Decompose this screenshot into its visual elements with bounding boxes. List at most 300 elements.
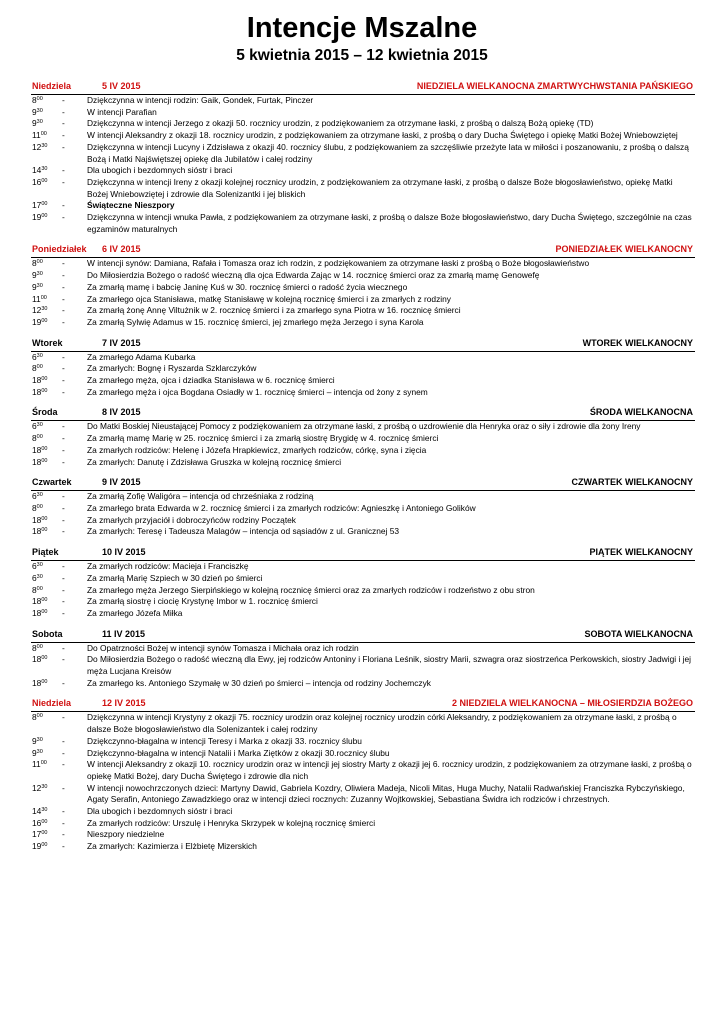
mass-time-minutes: 00 [36, 96, 43, 102]
mass-time-hour: 18 [32, 444, 42, 455]
mass-time [31, 643, 62, 655]
mass-time-hour: 11 [32, 759, 41, 770]
mass-time-hour: 14 [32, 165, 42, 176]
mass-time-hour: 6 [32, 572, 37, 583]
mass-time [31, 515, 62, 527]
intention-text: Dziękczynna w intencji rodzin: Gaik, Gondek, Furtak, Pinczer [87, 95, 314, 105]
separator-dash: - [62, 502, 65, 513]
day-section [31, 546, 695, 620]
day-date: 5 IV 2015 [102, 81, 141, 91]
separator-dash: - [62, 735, 65, 746]
mass-time [31, 678, 62, 690]
mass-time-hour: 19 [32, 212, 42, 223]
mass-time-minutes: 30 [36, 492, 43, 499]
intention-text: Dziękczynno-błagalna w intencji Teresy i Marka z okazji 33. rocznicy ślubu [87, 735, 362, 746]
separator-dash: - [62, 607, 65, 618]
mass-time [31, 282, 62, 294]
separator-dash: - [62, 491, 65, 502]
separator-dash: - [62, 433, 65, 444]
intention-text: W intencji Aleksandry z okazji 10. rocznicy urodzin oraz w intencji jej siostry Marty z okazji jej 6. rocznicy urodzin, z podziękowaniem za otrzymane łaski, z prośbą o opiekę Matki Bożej, dary Ducha Świętego i zdrowie dla nich [87, 759, 692, 781]
mass-time-minutes: 00 [41, 317, 48, 324]
mass-time-hour: 8 [32, 95, 37, 105]
intention-text: Za zmarłych: Teresę i Tadeusza Malagów – intencja od sąsiadów z ul. Granicznej 53 [87, 526, 400, 537]
intention-entry [31, 387, 695, 399]
intention-entry [31, 596, 695, 608]
intention-entry [31, 526, 695, 538]
mass-time-minutes: 00 [41, 597, 48, 604]
mass-time-hour: 6 [32, 491, 37, 502]
mass-time-minutes: 00 [41, 387, 48, 394]
intention-entry [31, 421, 695, 433]
intention-text: W intencji nowochrzczonych dzieci: Martyny Dawid, Gabriela Kozdry, Oliwiera Madeja, Nicoli Mitas, Huga Muchy, Natalii Radwańskiej Franciszka Rybczyńskiego, Agaty Serafin, Antoniego Zawadzkiego oraz w intencji dzieci rocznych: Zuzanny Wojtkowskiej, Sebastiana Świdra ich rodziców i chrzestnych. [87, 782, 685, 805]
separator-dash: - [62, 118, 65, 129]
intention-text: Do Miłosierdzia Bożego o radość wieczną dla Ewy, jej rodziców Antoniny i Floriana Leśnik, siostry Marii, szwagra oraz siostrzeńca Perkowskich, siostry Jadwigi i jej męża Lucjana Kreisów [87, 654, 692, 677]
page-title: Intencje Mszalne [246, 12, 478, 44]
separator-dash: - [62, 456, 65, 467]
intention-text: Dla ubogich i bezdomnych sióstr i braci [87, 806, 233, 817]
day-name: Niedziela [32, 81, 72, 91]
mass-time-hour: 6 [32, 421, 37, 432]
day-section [31, 243, 695, 328]
day-section [31, 80, 695, 235]
mass-time [31, 305, 62, 317]
intention-text: Dziękczynna w intencji Krystyny z okazji 75. rocznicy urodzin oraz kolejnej rocznicy urodzin córki Aleksandry, z podziękowaniem za otrzymane łaski, z prośbą o dalsze Boże błogosławieństwo dla Solenizantek i całej rodziny [87, 712, 677, 735]
mass-time-minutes: 00 [40, 131, 47, 138]
mass-time [31, 561, 62, 573]
mass-time-minutes: 00 [41, 177, 48, 184]
day-name: Środa [32, 407, 58, 418]
mass-time-hour: 8 [32, 712, 37, 723]
mass-time [31, 736, 62, 748]
mass-time [31, 503, 62, 515]
mass-time-hour: 8 [32, 433, 37, 444]
intention-entry [31, 748, 695, 760]
intention-entry [31, 433, 695, 445]
separator-dash: - [62, 561, 65, 572]
mass-time-minutes: 30 [41, 142, 48, 149]
mass-time [31, 200, 62, 212]
day-name: Piątek [32, 547, 59, 558]
intention-text: Dziękczynno-błagalna w intencji Natalii i Marka Ziętków z okazji 30.rocznicy ślubu [87, 747, 390, 758]
intention-text: Nieszpory niedzielne [87, 829, 165, 840]
intention-entry [31, 305, 695, 317]
mass-time-hour: 18 [32, 375, 42, 386]
mass-time-hour: 18 [32, 526, 42, 537]
separator-dash: - [62, 817, 65, 828]
intention-entry [31, 118, 695, 130]
mass-time-minutes: 00 [41, 445, 48, 452]
intention-text: Dziękczynna w intencji Ireny z okazji kolejnej rocznicy urodzin, z podziękowaniem za otrzymane łaski, z prośbą o dalsze Boże błogosławieństwo, opiekę Matki Bożej Wniebowziętej i zdrowie dla Solenizantki i jej bliskich [87, 176, 673, 199]
separator-dash: - [62, 642, 65, 653]
mass-time-minutes: 00 [41, 457, 48, 464]
separator-dash: - [62, 95, 65, 105]
day-feast: PIĄTEK WIELKANOCNY [589, 547, 693, 558]
mass-time-minutes: 00 [36, 503, 43, 510]
intention-text: Za zmarłego ks. Antoniego Szymałę w 30 dzień po śmierci – intencja od rodziny Jochemczyk [87, 677, 431, 688]
intention-entry [31, 95, 695, 107]
separator-dash: - [62, 281, 65, 292]
intention-text: Dziękczynna w intencji Lucyny i Zdzisława z okazji 40. rocznicy ślubu, z podziękowaniem za szczęśliwie przeżyte lata w miłości i poszanowaniu, z prośbą o dalszą Bożą i Matki Najświętszej opiekę dla Jubilatów i całej rodziny [87, 141, 689, 164]
mass-time [31, 608, 62, 620]
mass-time-minutes: 30 [36, 422, 43, 429]
intention-entry [31, 445, 695, 457]
intention-entry [31, 818, 695, 830]
mass-time [31, 457, 62, 469]
intention-text: W intencji Aleksandry z okazji 18. rocznicy urodzin, z podziękowaniem za otrzymane łaski, z prośbą o dary Ducha Świętego i opiekę Matki Bożej Wniebowziętej [87, 130, 678, 141]
mass-time-minutes: 00 [36, 364, 43, 371]
day-header [31, 80, 695, 95]
day-feast: PONIEDZIAŁEK WIELKANOCNY [555, 244, 693, 255]
mass-time-minutes: 30 [36, 562, 43, 569]
separator-dash: - [62, 514, 65, 525]
day-feast: CZWARTEK WIELKANOCNY [571, 477, 693, 488]
mass-time-minutes: 30 [36, 736, 43, 743]
intention-entry [31, 165, 695, 177]
mass-time-minutes: 00 [36, 585, 43, 592]
mass-time-minutes: 00 [41, 818, 48, 825]
separator-dash: - [62, 841, 65, 852]
intention-entry [31, 608, 695, 620]
mass-time [31, 130, 62, 142]
day-header [31, 476, 695, 491]
intention-entry [31, 375, 695, 387]
separator-dash: - [62, 584, 65, 595]
intention-text: Za zmarłą mamę Marię w 25. rocznicę śmierci i za zmarłą siostrę Brygidę w 4. rocznicę śmierci [87, 433, 439, 444]
mass-time-minutes: 30 [36, 119, 43, 126]
mass-time [31, 712, 62, 735]
intention-text: Za zmarłą mamę i babcię Janinę Kuś w 30. rocznicę śmierci o radość życia wiecznego [87, 281, 408, 292]
mass-time [31, 818, 62, 830]
separator-dash: - [62, 165, 65, 176]
day-feast: SOBOTA WIELKANOCNA [584, 628, 693, 639]
mass-time-hour: 9 [32, 118, 37, 129]
intention-entry [31, 841, 695, 853]
separator-dash: - [62, 712, 65, 723]
intention-text: Za zmarłą Zofię Waligóra – intencja od chrześniaka z rodziną [87, 491, 314, 502]
mass-time [31, 596, 62, 608]
intention-text: W intencji Parafian [87, 106, 157, 117]
mass-time-hour: 18 [32, 677, 42, 688]
mass-time-hour: 8 [32, 584, 37, 595]
separator-dash: - [62, 386, 65, 397]
mass-time [31, 829, 62, 841]
mass-time-hour: 8 [32, 502, 37, 513]
separator-dash: - [62, 759, 65, 770]
day-header [31, 697, 695, 712]
day-name: Niedziela [32, 698, 72, 709]
intention-text: Do Miłosierdzia Bożego o radość wieczną dla ojca Edwarda Zając w 14. rocznicę śmierci oraz za zmarłą mamę Genowefę [87, 270, 540, 281]
intention-entry [31, 363, 695, 375]
mass-time-hour: 6 [32, 561, 37, 572]
separator-dash: - [62, 829, 65, 840]
intention-text: Za zmarłego męża i ojca Bogdana Osiadły w 1. rocznicę śmierci – intencja od żony z synem [87, 386, 428, 397]
mass-time-minutes: 00 [41, 655, 48, 662]
day-feast: NIEDZIELA WIELKANOCNA ZMARTWYCHWSTANIA PAŃSKIEGO [416, 81, 693, 91]
intention-entry [31, 515, 695, 527]
day-section [31, 337, 695, 399]
mass-time-minutes: 00 [40, 760, 47, 767]
intention-text: Za zmarłego męża, ojca i dziadka Stanisława w 6. rocznicę śmierci [87, 375, 335, 386]
mass-time [31, 387, 62, 399]
day-header [31, 406, 695, 421]
mass-time [31, 317, 62, 329]
intention-entry [31, 142, 695, 165]
mass-time-minutes: 00 [41, 201, 48, 208]
day-section [31, 628, 695, 690]
separator-dash: - [62, 200, 65, 211]
intention-text: Za zmarłą żonę Annę Viltużnik w 2. rocznicę śmierci i za zmarłego syna Piotra w 16. rocznicę śmierci [87, 305, 461, 316]
intention-entry [31, 200, 695, 212]
day-feast: 2 NIEDZIELA WIELKANOCNA – MIŁOSIERDZIA BOŻEGO [451, 698, 693, 709]
mass-time [31, 748, 62, 760]
mass-time-minutes: 00 [41, 527, 48, 534]
mass-time [31, 585, 62, 597]
mass-time-minutes: 00 [40, 294, 47, 301]
separator-dash: - [62, 747, 65, 758]
mass-time-minutes: 30 [36, 352, 43, 359]
intention-text: Za zmarłych: Danutę i Zdzisława Gruszka w kolejną rocznicę śmierci [87, 456, 342, 467]
separator-dash: - [62, 654, 65, 665]
mass-time [31, 375, 62, 387]
intention-entry [31, 317, 695, 329]
intention-entry [31, 457, 695, 469]
mass-time-hour: 18 [32, 654, 42, 665]
day-section [31, 406, 695, 468]
separator-dash: - [62, 421, 65, 432]
intention-text: Za zmarłą Sylwię Adamus w 15. rocznicę śmierci, jej zmarłego męża Jerzego i syna Karola [87, 316, 424, 327]
mass-time [31, 491, 62, 503]
day-section [31, 476, 695, 538]
intention-entry [31, 806, 695, 818]
intention-text: Za zmarłą siostrę i ciocię Krystynę Imbor w 1. rocznicę śmierci [87, 596, 318, 607]
intention-entry [31, 352, 695, 364]
mass-time [31, 177, 62, 200]
mass-time-hour: 8 [32, 642, 37, 653]
mass-time-minutes: 30 [36, 282, 43, 289]
mass-time-hour: 12 [32, 782, 42, 793]
mass-time [31, 759, 62, 782]
mass-time-hour: 12 [32, 141, 42, 152]
intention-text: Dla ubogich i bezdomnych sióstr i braci [87, 165, 233, 176]
intention-entry [31, 107, 695, 119]
mass-time-minutes: 00 [41, 515, 48, 522]
intention-text: Za zmarłego brata Edwarda w 2. rocznicę śmierci i za zmarłych rodziców: Agnieszkę i Antoniego Golików [87, 502, 476, 513]
separator-dash: - [62, 375, 65, 386]
intention-text: Za zmarłego ojca Stanisława, matkę Stanisławę w kolejną rocznicę śmierci i za zmarłych z rodziny [87, 293, 451, 304]
mass-time-hour: 14 [32, 806, 42, 817]
day-name: Poniedziałek [32, 244, 87, 255]
mass-time [31, 841, 62, 853]
intention-text: Za zmarłego Adama Kubarka [87, 351, 196, 362]
separator-dash: - [62, 596, 65, 607]
day-name: Sobota [32, 628, 63, 639]
mass-time-minutes: 30 [36, 748, 43, 755]
mass-time-minutes: 00 [36, 434, 43, 441]
mass-time [31, 654, 62, 677]
day-header [31, 337, 695, 352]
day-date: 10 IV 2015 [102, 547, 146, 558]
intention-entry [31, 573, 695, 585]
day-header [31, 546, 695, 561]
intention-text: Dziękczynna w intencji wnuka Pawła, z podziękowaniem za otrzymane łaski, z prośbą o dalsze Boże błogosławieństwo, dary Ducha Świętego, szczególnie na czas egzaminów maturalnych [87, 212, 692, 234]
mass-time [31, 445, 62, 457]
mass-time-hour: 18 [32, 607, 42, 618]
intention-text: W intencji synów: Damiana, Rafała i Tomasza oraz ich rodzin, z podziękowaniem za otrzymane łaski z prośbą o Boże błogosławieństwo [87, 258, 590, 269]
day-date: 9 IV 2015 [102, 477, 141, 488]
separator-dash: - [62, 444, 65, 455]
intention-text: Za zmarłego Józefa Miłka [87, 607, 183, 618]
mass-time-hour: 17 [32, 200, 42, 211]
intention-text: Za zmarłego męża Jerzego Sierpińskiego w kolejną rocznicę śmierci oraz za zmarłych rodziców i rodzeństwo z obu stron [87, 584, 535, 595]
separator-dash: - [62, 141, 65, 152]
mass-time-minutes: 00 [36, 643, 43, 650]
day-date: 8 IV 2015 [102, 407, 141, 418]
mass-time [31, 142, 62, 165]
day-name: Wtorek [32, 337, 63, 348]
mass-time-hour: 11 [32, 293, 41, 304]
mass-time-hour: 9 [32, 747, 37, 758]
intention-text: Za zmarłych rodziców: Macieja i Franciszkę [87, 561, 249, 572]
day-date: 7 IV 2015 [102, 337, 141, 348]
mass-time-hour: 9 [32, 270, 37, 281]
separator-dash: - [62, 270, 65, 281]
mass-time-hour: 17 [32, 829, 42, 840]
mass-time [31, 526, 62, 538]
intention-entry [31, 783, 695, 806]
mass-time [31, 258, 62, 270]
mass-time-hour: 19 [32, 316, 42, 327]
separator-dash: - [62, 677, 65, 688]
intention-entry [31, 829, 695, 841]
intention-text: Za zmarłych: Kazimierza i Elżbietę Mizerskich [87, 841, 257, 852]
mass-time-minutes: 00 [41, 376, 48, 383]
mass-time-minutes: 30 [41, 783, 48, 790]
mass-time [31, 421, 62, 433]
intention-entry [31, 282, 695, 294]
separator-dash: - [62, 293, 65, 304]
intention-text: Świąteczne Nieszpory [87, 200, 175, 211]
separator-dash: - [62, 351, 65, 362]
day-date: 6 IV 2015 [102, 244, 141, 255]
separator-dash: - [62, 806, 65, 817]
intention-entry [31, 759, 695, 782]
mass-time [31, 107, 62, 119]
intention-entry [31, 654, 695, 677]
day-section [31, 697, 695, 852]
mass-time-hour: 9 [32, 106, 37, 117]
mass-time-minutes: 30 [41, 166, 48, 173]
intention-entry [31, 177, 695, 200]
day-date: 12 IV 2015 [102, 698, 146, 709]
mass-time-minutes: 30 [36, 107, 43, 114]
mass-time [31, 165, 62, 177]
intention-entry [31, 491, 695, 503]
separator-dash: - [62, 305, 65, 316]
mass-time-hour: 9 [32, 735, 37, 746]
separator-dash: - [62, 176, 65, 187]
mass-time [31, 294, 62, 306]
mass-time [31, 95, 62, 107]
mass-time-minutes: 30 [36, 271, 43, 278]
separator-dash: - [62, 572, 65, 583]
mass-time-minutes: 00 [41, 842, 48, 849]
day-date: 11 IV 2015 [102, 628, 146, 639]
intention-entry [31, 678, 695, 690]
intention-text: Do Opatrzności Bożej w intencji synów Tomasza i Michała oraz ich rodzin [87, 642, 359, 653]
mass-time-hour: 9 [32, 281, 37, 292]
intention-entry [31, 130, 695, 142]
intention-entry [31, 585, 695, 597]
intention-entry [31, 712, 695, 735]
intention-text: Za zmarłych rodziców: Helenę i Józefa Hrapkiewicz, zmarłych rodziców, córkę, syna i zięcia [87, 444, 427, 455]
page-subtitle: 5 kwietnia 2015 – 12 kwietnia 2015 [236, 47, 488, 64]
separator-dash: - [62, 258, 65, 269]
mass-time-hour: 18 [32, 386, 42, 397]
separator-dash: - [62, 106, 65, 117]
mass-time-hour: 18 [32, 514, 42, 525]
mass-time [31, 352, 62, 364]
intention-entry [31, 258, 695, 270]
mass-time-hour: 8 [32, 258, 37, 269]
mass-time [31, 118, 62, 130]
intention-text: Za zmarłych: Bognę i Ryszarda Szklarczyków [87, 363, 257, 374]
mass-time-hour: 19 [32, 841, 42, 852]
intention-text: Za zmarłą Marię Szpiech w 30 dzień po śmierci [87, 572, 263, 583]
intention-text: Do Matki Boskiej Nieustającej Pomocy z podziękowaniem za otrzymane łaski, z prośbą o uzdrowienie dla Henryka oraz o siły i zdrowie dla żony Ireny [87, 421, 641, 432]
mass-time [31, 433, 62, 445]
mass-time-minutes: 00 [41, 830, 48, 837]
mass-time [31, 270, 62, 282]
mass-time [31, 783, 62, 806]
mass-time [31, 806, 62, 818]
mass-time-hour: 16 [32, 176, 42, 187]
mass-time-minutes: 30 [41, 306, 48, 313]
separator-dash: - [62, 130, 65, 141]
intention-entry [31, 294, 695, 306]
mass-time-hour: 18 [32, 456, 42, 467]
mass-time [31, 363, 62, 375]
mass-time-minutes: 00 [36, 259, 43, 266]
separator-dash: - [62, 212, 65, 223]
separator-dash: - [62, 363, 65, 374]
separator-dash: - [62, 782, 65, 793]
mass-time-hour: 16 [32, 817, 42, 828]
intention-entry [31, 503, 695, 515]
mass-time [31, 212, 62, 235]
mass-time-hour: 6 [32, 351, 37, 362]
mass-time-minutes: 30 [36, 573, 43, 580]
separator-dash: - [62, 526, 65, 537]
mass-time-hour: 11 [32, 130, 41, 141]
mass-time-minutes: 00 [41, 608, 48, 615]
intention-entry [31, 736, 695, 748]
day-header [31, 243, 695, 258]
mass-time-hour: 8 [32, 363, 37, 374]
mass-time-hour: 18 [32, 596, 42, 607]
intention-entry [31, 212, 695, 235]
mass-time-minutes: 00 [36, 713, 43, 720]
intention-entry [31, 561, 695, 573]
mass-intentions-list [31, 80, 695, 861]
day-feast: WTOREK WIELKANOCNY [582, 337, 693, 348]
mass-time [31, 573, 62, 585]
intention-text: Za zmarłych przyjaciół i dobroczyńców rodziny Początek [87, 514, 296, 525]
separator-dash: - [62, 316, 65, 327]
mass-time-minutes: 00 [41, 213, 48, 220]
intention-text: Za zmarłych rodziców: Urszulę i Henryka Skrzypek w kolejną rocznicę śmierci [87, 817, 376, 828]
mass-time-minutes: 30 [41, 807, 48, 814]
day-header [31, 628, 695, 643]
